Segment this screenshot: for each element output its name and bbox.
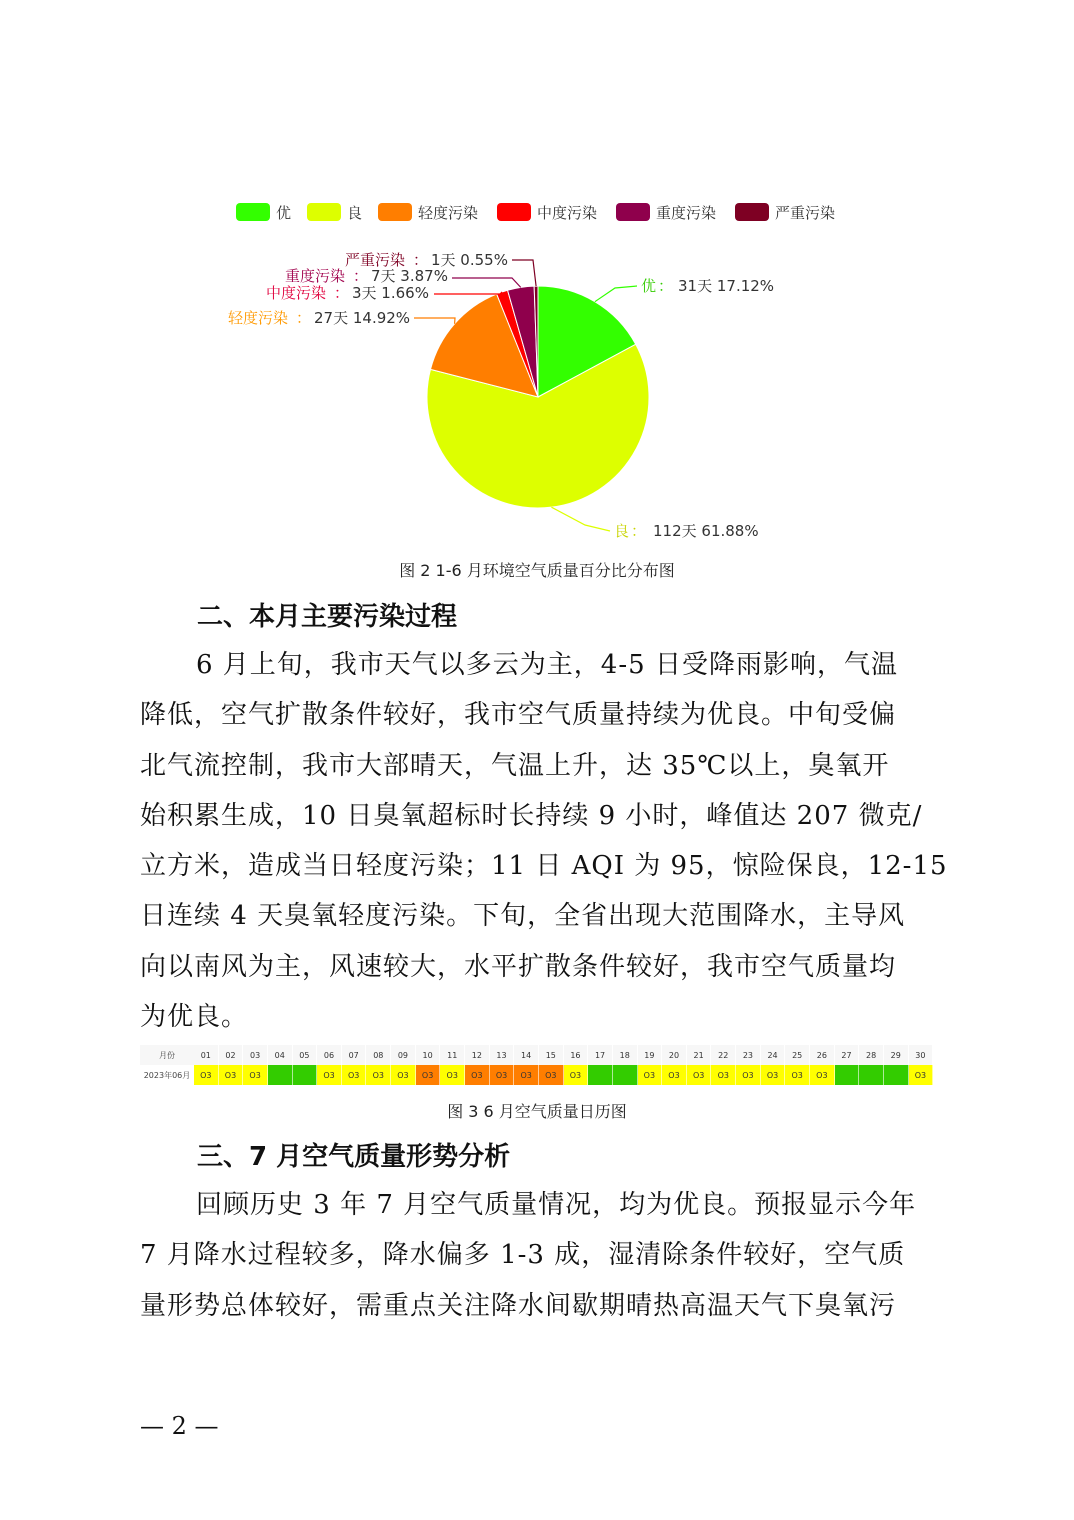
- slice-label-name: 严重污染: [345, 251, 406, 269]
- paragraph-line: 回顾历史 3 年 7 月空气质量情况，均为优良。预报显示今年: [196, 1190, 917, 1220]
- slice-label-colon: ：: [334, 284, 350, 302]
- calendar-day-cell[interactable]: O3: [909, 1065, 934, 1085]
- calendar-data-row: [140, 1065, 933, 1085]
- legend-label-moderate: 中度污染: [537, 204, 598, 222]
- legend-label-good: 良: [347, 204, 363, 222]
- calendar-day-header: 29: [884, 1045, 909, 1065]
- slice-label-value: 1天 0.55%: [431, 251, 508, 269]
- pie-slices: [427, 286, 649, 508]
- section-3-paragraph: [140, 1180, 940, 1331]
- calendar-day-header: 24: [761, 1045, 786, 1065]
- calendar-day-header: 12: [465, 1045, 490, 1065]
- calendar-day-cell[interactable]: O3: [416, 1065, 441, 1085]
- paragraph-line: 为优良。: [140, 1002, 249, 1033]
- calendar-day-cell[interactable]: O3: [687, 1065, 712, 1085]
- slice-label-value: 3天 1.66%: [352, 284, 429, 302]
- slice-label-value: 27天 14.92%: [314, 309, 411, 327]
- calendar-day-header: 20: [662, 1045, 687, 1065]
- legend-label-heavy: 重度污染: [656, 204, 717, 222]
- slice-label-colon: ：: [658, 277, 674, 295]
- legend-swatch-moderate: [497, 203, 531, 221]
- calendar-day-header: 25: [785, 1045, 810, 1065]
- paragraph-line: 向以南风为主，风速较大，水平扩散条件较好，我市空气质量均: [140, 951, 897, 982]
- calendar-day-header: 04: [268, 1045, 293, 1065]
- calendar-day-header: 14: [514, 1045, 539, 1065]
- paragraph-line: 日连续 4 天臭氧轻度污染。下旬，全省出现大范围降水，主导风: [140, 901, 906, 932]
- calendar-day-header: 13: [490, 1045, 515, 1065]
- air-quality-calendar: [140, 1045, 933, 1087]
- calendar-day-header: 30: [909, 1045, 934, 1065]
- calendar-day-header: 18: [613, 1045, 638, 1065]
- legend-swatch-heavy: [616, 203, 650, 221]
- section-2-paragraph: [140, 640, 948, 1042]
- calendar-day-cell[interactable]: O3: [440, 1065, 465, 1085]
- calendar-day-header: 02: [219, 1045, 244, 1065]
- calendar-day-header: 09: [391, 1045, 416, 1065]
- legend-swatch-good: [307, 203, 341, 221]
- legend-item-severe[interactable]: [735, 203, 835, 222]
- calendar-day-cell[interactable]: [613, 1065, 638, 1085]
- legend-label-light: 轻度污染: [418, 204, 479, 222]
- calendar-header-label: 月份: [159, 1050, 175, 1060]
- calendar-day-header: 17: [588, 1045, 613, 1065]
- slice-label-heavy: [285, 267, 448, 285]
- legend-item-light[interactable]: [378, 203, 478, 222]
- slice-label-excellent: [641, 277, 774, 295]
- slice-label-moderate: [266, 284, 429, 302]
- calendar-day-header: 27: [835, 1045, 860, 1065]
- calendar-day-cell[interactable]: O3: [564, 1065, 589, 1085]
- legend-swatch-severe: [735, 203, 769, 221]
- calendar-header-row: [140, 1045, 933, 1065]
- calendar-day-header: 16: [564, 1045, 589, 1065]
- chart-legend: [236, 203, 835, 222]
- calendar-day-cell[interactable]: O3: [243, 1065, 268, 1085]
- calendar-day-header: 05: [293, 1045, 318, 1065]
- paragraph-line: 7 月降水过程较多，降水偏多 1-3 成，湿清除条件较好，空气质: [140, 1240, 906, 1271]
- legend-swatch-excellent: [236, 203, 270, 221]
- pie-chart: [0, 0, 1074, 600]
- slice-label-value: 31天 17.12%: [678, 277, 775, 295]
- slice-label-name: 重度污染: [285, 267, 346, 285]
- calendar-day-cell[interactable]: O3: [490, 1065, 515, 1085]
- legend-label-excellent: 优: [276, 204, 292, 222]
- paragraph-line: 立方米，造成当日轻度污染；11 日 AQI 为 95，惊险保良，12-15: [140, 851, 948, 882]
- leader-line-moderate: [434, 292, 502, 294]
- calendar-day-header: 22: [711, 1045, 736, 1065]
- calendar-day-cell[interactable]: O3: [342, 1065, 367, 1085]
- slice-label-colon: ：: [413, 251, 429, 269]
- calendar-day-cell[interactable]: O3: [785, 1065, 810, 1085]
- slice-label-name: 优: [641, 277, 657, 295]
- legend-label-severe: 严重污染: [775, 204, 836, 222]
- legend-item-good[interactable]: [307, 203, 362, 222]
- calendar-day-cell[interactable]: [884, 1065, 909, 1085]
- calendar-day-header: 26: [810, 1045, 835, 1065]
- paragraph-line: 量形势总体较好，需重点关注降水间歇期晴热高温天气下臭氧污: [140, 1290, 897, 1321]
- calendar-day-header: 11: [440, 1045, 465, 1065]
- slice-label-colon: ：: [296, 309, 312, 327]
- calendar-day-header: 28: [859, 1045, 884, 1065]
- section-3-heading: 三、7 月空气质量形势分析: [197, 1142, 511, 1172]
- calendar-day-cell[interactable]: [293, 1065, 318, 1085]
- calendar-day-cell[interactable]: O3: [539, 1065, 564, 1085]
- calendar-day-cell[interactable]: O3: [514, 1065, 539, 1085]
- legend-item-excellent[interactable]: [236, 203, 291, 222]
- calendar-day-header: 06: [317, 1045, 342, 1065]
- calendar-day-header: 03: [243, 1045, 268, 1065]
- calendar-day-header: 15: [539, 1045, 564, 1065]
- calendar-day-cell[interactable]: [268, 1065, 293, 1085]
- legend-swatch-light: [378, 203, 412, 221]
- slice-label-light: [228, 309, 410, 327]
- slice-label-good: [614, 522, 759, 540]
- slice-label-name: 中度污染: [266, 284, 327, 302]
- calendar-day-header: 10: [416, 1045, 441, 1065]
- calendar-day-cell[interactable]: O3: [662, 1065, 687, 1085]
- calendar-day-cell[interactable]: O3: [391, 1065, 416, 1085]
- calendar-day-header: 21: [687, 1045, 712, 1065]
- calendar-day-header: 19: [638, 1045, 663, 1065]
- calendar-day-cell[interactable]: O3: [317, 1065, 342, 1085]
- calendar-day-cell[interactable]: O3: [711, 1065, 736, 1085]
- leader-line-light: [414, 318, 455, 324]
- calendar-day-header: 07: [342, 1045, 367, 1065]
- figure-3-caption: 图 3 6 月空气质量日历图: [447, 1102, 627, 1121]
- calendar-day-cell[interactable]: [835, 1065, 860, 1085]
- calendar-day-cell[interactable]: O3: [761, 1065, 786, 1085]
- paragraph-line: 北气流控制，我市大部晴天，气温上升，达 35℃以上，臭氧开: [140, 750, 890, 781]
- paragraph-line: 始积累生成，10 日臭氧超标时长持续 9 小时，峰值达 207 微克/: [140, 800, 923, 831]
- legend-item-moderate[interactable]: [497, 203, 597, 222]
- calendar-day-header: 23: [736, 1045, 761, 1065]
- calendar-day-cell[interactable]: O3: [736, 1065, 761, 1085]
- calendar-day-cell[interactable]: O3: [194, 1065, 219, 1085]
- slice-label-colon: ：: [353, 267, 369, 285]
- figure-2-caption: 图 2 1-6 月环境空气质量百分比分布图: [399, 561, 675, 580]
- paragraph-line: 降低，空气扩散条件较好，我市空气质量持续为优良。中旬受偏: [140, 700, 897, 731]
- calendar-day-cell[interactable]: O3: [465, 1065, 490, 1085]
- slice-label-name: 良: [614, 522, 630, 540]
- calendar-day-cell[interactable]: O3: [638, 1065, 663, 1085]
- calendar-row-label: 2023年06月: [143, 1070, 191, 1080]
- leader-line-heavy: [452, 278, 521, 287]
- slice-label-colon: ：: [631, 522, 647, 540]
- slice-label-severe: [345, 251, 508, 269]
- calendar-day-header: 08: [366, 1045, 391, 1065]
- leader-line-excellent: [595, 286, 637, 302]
- calendar-day-cell[interactable]: [588, 1065, 613, 1085]
- calendar-day-cell[interactable]: O3: [366, 1065, 391, 1085]
- paragraph-line: 6 月上旬，我市天气以多云为主，4-5 日受降雨影响，气温: [196, 650, 898, 680]
- calendar-day-cell[interactable]: O3: [219, 1065, 244, 1085]
- section-2-heading: 二、本月主要污染过程: [197, 602, 458, 632]
- leader-line-good: [551, 507, 610, 531]
- slice-label-value: 112天 61.88%: [653, 522, 759, 540]
- calendar-day-cell[interactable]: [859, 1065, 884, 1085]
- slice-label-value: 7天 3.87%: [371, 267, 448, 285]
- calendar-day-cell[interactable]: O3: [810, 1065, 835, 1085]
- page-number: — 2 —: [140, 1412, 219, 1440]
- calendar-day-header: 01: [194, 1045, 219, 1065]
- legend-item-heavy[interactable]: [616, 203, 716, 222]
- slice-label-name: 轻度污染: [228, 309, 289, 327]
